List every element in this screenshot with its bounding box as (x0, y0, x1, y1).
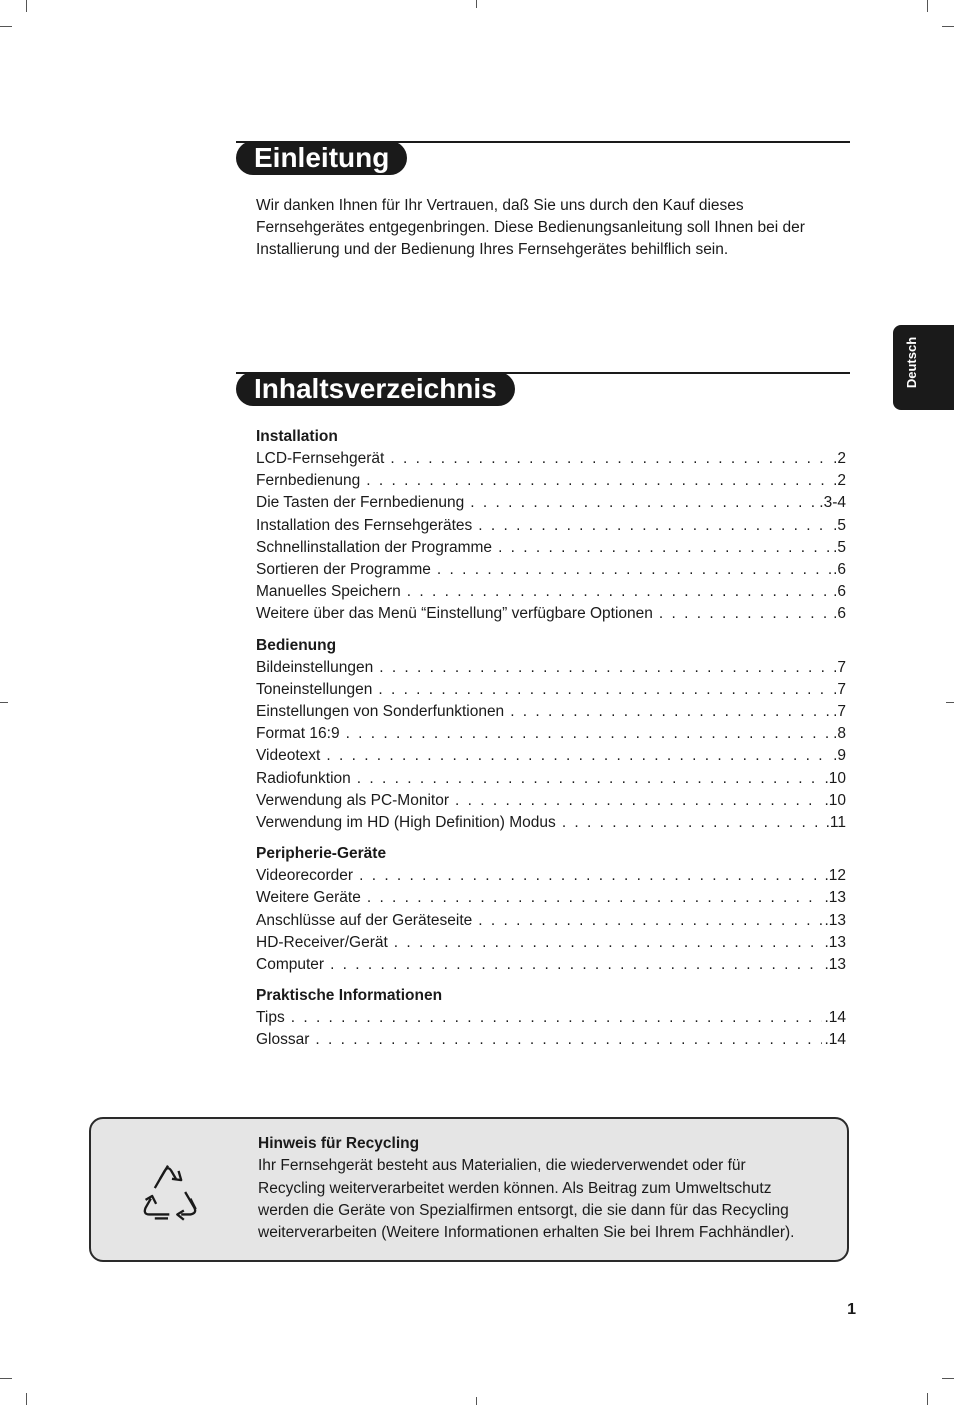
toc-dot-leader (315, 1029, 822, 1051)
crop-mark (946, 702, 954, 703)
toc-dot-leader (379, 657, 831, 679)
toc-group-heading: Praktische Informationen (256, 987, 443, 1005)
toc-entry (256, 865, 846, 887)
toc-entry-page: .7 (833, 703, 846, 721)
language-tab-label: Deutsch (904, 336, 919, 389)
toc-entry-title: Weitere über das Menü “Einstellung” verfügbare Optionen (256, 605, 653, 623)
crop-mark (0, 26, 12, 27)
toc-dot-leader (366, 470, 831, 492)
toc-entry (256, 812, 846, 834)
toc-entry (256, 603, 846, 625)
toc-dot-leader (330, 954, 822, 976)
toc-entry-page: .13 (824, 956, 846, 974)
toc-entry-title: Verwendung als PC-Monitor (256, 791, 449, 809)
toc-dot-leader (437, 559, 831, 581)
toc-entry-page: .6 (833, 561, 846, 579)
toc-entry-title: Radiofunktion (256, 769, 351, 787)
toc-dot-leader (378, 679, 831, 701)
toc-entry (256, 790, 846, 812)
toc-entry-title: Sortieren der Programme (256, 561, 431, 579)
toc-entry-title: Fernbedienung (256, 472, 361, 490)
toc-entry-page: .6 (833, 605, 846, 623)
recycling-text (258, 1133, 838, 1244)
toc-entry (256, 1029, 846, 1051)
toc-entry-title: Bildeinstellungen (256, 658, 374, 676)
toc-dot-leader (367, 887, 823, 909)
toc-entry (256, 537, 846, 559)
toc-entry-title: Manuelles Speichern (256, 583, 401, 601)
crop-mark (942, 26, 954, 27)
toc-dot-leader (498, 537, 831, 559)
toc-entry (256, 679, 846, 701)
toc-entry-page: .14 (824, 1031, 846, 1049)
toc-entry (256, 515, 846, 537)
toc-entry-page: .8 (833, 725, 846, 743)
crop-mark (0, 702, 8, 703)
toc-entry (256, 745, 846, 767)
toc-dot-leader (478, 515, 831, 537)
toc-entry-page: .5 (833, 538, 846, 556)
crop-mark (927, 1393, 928, 1405)
toc-entry-page: .11 (825, 814, 846, 832)
toc-group (256, 635, 846, 835)
toc-entry-title: HD-Receiver/Gerät (256, 933, 388, 951)
toc-entry-page: .13 (824, 933, 846, 951)
toc-entry (256, 559, 846, 581)
intro-header (236, 141, 850, 181)
toc-dot-leader (394, 932, 823, 954)
toc-group-heading: Peripherie-Geräte (256, 845, 387, 863)
crop-mark (927, 0, 928, 12)
recycle-icon (135, 1159, 201, 1225)
toc-dot-leader (478, 910, 822, 932)
toc-dot-leader (510, 701, 831, 723)
toc-dot-leader (346, 723, 832, 745)
toc-dot-leader (291, 1007, 823, 1029)
crop-mark (476, 1397, 477, 1405)
toc-entry-title: Anschlüsse auf der Geräteseite (256, 911, 473, 929)
intro-line: Wir danken Ihnen für Ihr Vertrauen, daß Sie uns durch den Kauf dieses (256, 197, 744, 214)
toc-entry-page: .10 (824, 769, 846, 787)
toc-dot-leader (470, 492, 817, 514)
toc-entry-page: .9 (833, 747, 846, 765)
toc-entry-title: Installation des Fernsehgerätes (256, 516, 473, 534)
toc-entry-title: Videotext (256, 747, 321, 765)
toc-group-heading: Installation (256, 428, 338, 445)
toc-entry-title: Die Tasten der Fernbedienung (256, 494, 465, 512)
toc-entry-title: Weitere Geräte (256, 889, 361, 907)
recycling-line: weiterverarbeiten (Weitere Informationen erhalten Sie bei Ihrem Fachhändler). (258, 1224, 795, 1242)
toc-entry (256, 1007, 846, 1029)
toc-dot-leader (390, 448, 831, 470)
toc-entry-title: Videorecorder (256, 867, 354, 885)
toc-entry-page: .5 (833, 516, 846, 534)
recycling-line: Ihr Fernsehgerät besteht aus Materialien, die wiederverwendet oder für (258, 1157, 746, 1175)
toc-entry-page: .13 (824, 889, 846, 907)
toc-entry-page: .2 (833, 472, 846, 490)
toc-entry-title: Tips (256, 1009, 285, 1027)
toc-entry (256, 492, 846, 514)
toc-entry-title: LCD-Fernsehgerät (256, 450, 385, 467)
toc-entry (256, 887, 846, 909)
toc-dot-leader (326, 745, 831, 767)
recycling-line: Recycling weiterverarbeitet werden können. Als Beitrag zum Umweltschutz (258, 1179, 772, 1197)
toc-group (256, 426, 846, 626)
intro-title: Einleitung (236, 141, 407, 175)
toc-entry (256, 910, 846, 932)
crop-mark (476, 0, 477, 8)
toc-entry (256, 932, 846, 954)
toc-dot-leader (455, 790, 822, 812)
language-tab (893, 325, 954, 410)
toc-entry-page: .3-4 (819, 494, 846, 512)
toc-entry (256, 581, 846, 603)
intro-line: Installierung und der Bedienung Ihres Fernsehgerätes behilflich sein. (256, 241, 729, 258)
toc-entry (256, 768, 846, 790)
toc-entry-page: .10 (824, 791, 846, 809)
toc-entry-page: .7 (833, 680, 846, 698)
toc-entry-title: Verwendung im HD (High Definition) Modus (256, 814, 556, 832)
toc-entry-page: .12 (824, 867, 846, 885)
recycling-title: Hinweis für Recycling (258, 1135, 420, 1152)
intro-paragraph (256, 195, 846, 261)
crop-mark (0, 1378, 12, 1379)
toc-dot-leader (357, 768, 823, 790)
toc-entry-page: .13 (824, 911, 846, 929)
page-number: 1 (847, 1301, 856, 1318)
table-of-contents (256, 426, 846, 1061)
toc-dot-leader (359, 865, 822, 887)
toc-entry-title: Schnellinstallation der Programme (256, 538, 493, 556)
toc-entry (256, 448, 846, 470)
toc-dot-leader (659, 603, 831, 625)
toc-group (256, 985, 846, 1051)
toc-group-heading: Bedienung (256, 636, 337, 654)
recycling-line: werden die Geräte von Spezialfirmen entsorgt, die sie dann für das Recycling (258, 1201, 789, 1219)
toc-entry-title: Glossar (256, 1031, 310, 1049)
crop-mark (942, 1378, 954, 1379)
toc-entry (256, 723, 846, 745)
toc-entry-title: Format 16:9 (256, 725, 340, 743)
toc-entry-page: .2 (833, 450, 846, 467)
toc-title: Inhaltsverzeichnis (236, 372, 515, 406)
toc-header (236, 372, 850, 412)
recycling-notice (89, 1117, 849, 1262)
toc-dot-leader (407, 581, 831, 603)
toc-entry-page: .14 (824, 1009, 846, 1027)
toc-entry-title: Toneinstellungen (256, 680, 373, 698)
toc-entry (256, 954, 846, 976)
toc-entry-title: Einstellungen von Sonderfunktionen (256, 703, 505, 721)
toc-group (256, 843, 846, 976)
toc-entry-page: .7 (833, 658, 846, 676)
toc-entry-page: .6 (833, 583, 846, 601)
toc-entry-title: Computer (256, 956, 325, 974)
crop-mark (26, 1393, 27, 1405)
toc-entry (256, 657, 846, 679)
crop-mark (26, 0, 27, 12)
toc-dot-leader (562, 812, 824, 834)
intro-line: Fernsehgerätes entgegenbringen. Diese Bedienungsanleitung soll Ihnen bei der (256, 219, 805, 236)
toc-entry (256, 470, 846, 492)
toc-entry (256, 701, 846, 723)
